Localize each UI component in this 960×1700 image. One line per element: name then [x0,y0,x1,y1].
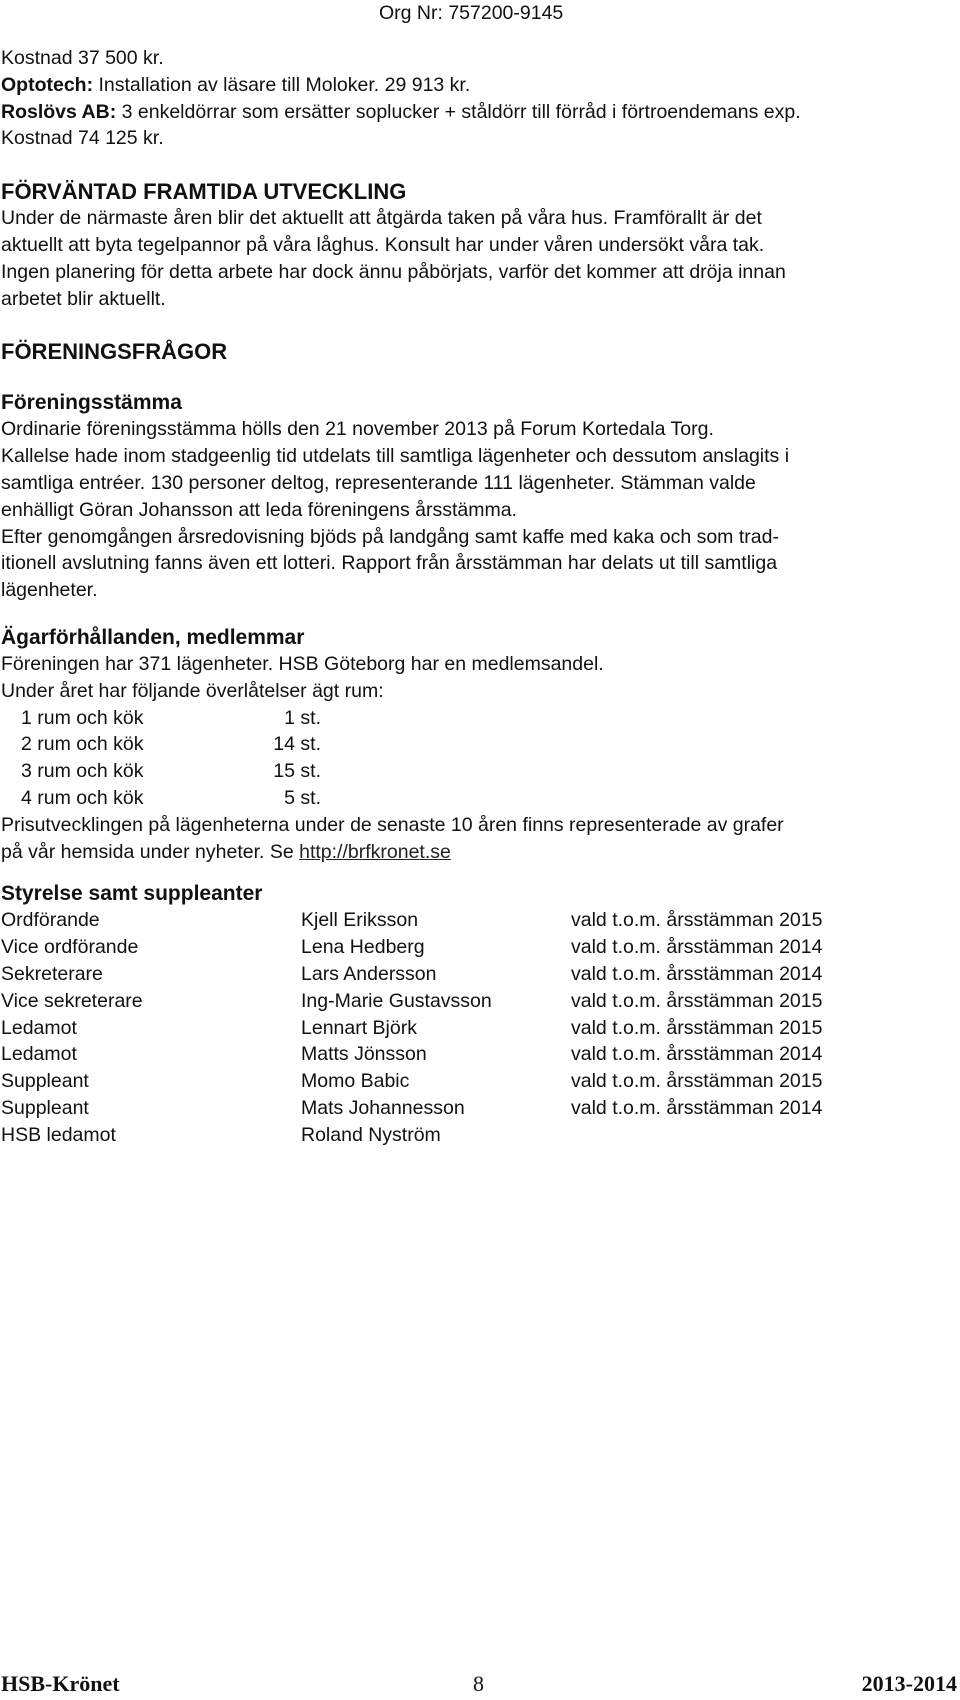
board-role: Suppleant [1,1096,89,1119]
page-footer [0,1667,960,1699]
board-role: Sekreterare [1,962,103,985]
board-role: Ledamot [1,1016,77,1039]
price-line-link [1,839,951,866]
meeting-line: itionell avslutning fanns även ett lotteri. Rapport från årsstämman har delats ut till samtliga [1,552,778,575]
cost-line-2: Kostnad 74 125 kr. [1,127,164,150]
ownership-heading: Ägarförhållanden, medlemmar [1,625,305,649]
optotech-line [1,72,951,99]
board-heading: Styrelse samt suppleanter [1,882,263,906]
transfer-count: 1 st. [284,706,321,729]
roslovs-line [1,99,951,126]
meeting-line: lägenheter. [1,579,98,602]
org-number: Org Nr: 757200-9145 [379,2,564,24]
board-term: vald t.o.m. årsstämman 2015 [571,909,823,932]
page-number: 8 [473,1671,484,1696]
board-term: vald t.o.m. årsstämman 2014 [571,1043,823,1066]
board-term: vald t.o.m. årsstämman 2014 [571,1096,823,1119]
board-name: Mats Johannesson [301,1096,465,1119]
transfer-type: 2 rum och kök [21,733,144,756]
board-table [1,907,951,1148]
roslovs-text: 3 enkeldörrar som ersätter soplucker + ståldörr till förråd i förtroendemans exp. [116,100,801,123]
roslovs-label: Roslövs AB: [1,100,117,123]
meeting-line: Ordinarie föreningsstämma hölls den 21 november 2013 på Forum Kortedala Torg. [1,418,714,441]
transfers-table [1,705,951,812]
board-name: Momo Babic [301,1070,410,1093]
board-name: Lena Hedberg [301,936,425,959]
meeting-line: Kallelse hade inom stadgeenlig tid utdelats till samtliga lägenheter och dessutom anslagits i [1,445,790,468]
board-role: Vice ordförande [1,936,139,959]
board-role: Ledamot [1,1043,77,1066]
optotech-text: Installation av läsare till Moloker. 29 913 kr. [93,73,471,96]
cost-line: Kostnad 37 500 kr. [1,47,164,69]
future-heading: FÖRVÄNTAD FRAMTIDA UTVECKLING [1,179,407,205]
meeting-line: samtliga entréer. 130 personer deltog, representerande 111 lägenheter. Stämman valde [1,471,756,494]
board-role: Ordförande [1,909,100,932]
future-line: Ingen planering för detta arbete har dock ännu påbörjats, varför det kommer att dröja innan [1,260,786,283]
meeting-heading: Föreningsstämma [1,391,182,415]
board-name: Matts Jönsson [301,1043,427,1066]
transfer-type: 4 rum och kök [21,786,144,809]
board-term [571,1122,921,1149]
board-term: vald t.o.m. årsstämman 2014 [571,936,823,959]
transfer-count: 14 st. [273,733,321,756]
transfer-count: 5 st. [284,786,321,809]
future-line: arbetet blir aktuellt. [1,287,166,310]
future-line: Under de närmaste åren blir det aktuellt att åtgärda taken på våra hus. Framförallt är det [1,207,762,230]
board-role: Vice sekreterare [1,989,143,1012]
document-body [1,45,951,1149]
footer-year: 2013-2014 [861,1671,957,1696]
transfer-count: 15 st. [273,760,321,783]
board-term: vald t.o.m. årsstämman 2015 [571,1070,823,1093]
footer-title: HSB-Krönet [1,1671,120,1696]
meeting-line: Efter genomgången årsredovisning bjöds på landgång samt kaffe med kaka och som trad- [1,525,779,548]
association-heading: FÖRENINGSFRÅGOR [1,339,228,365]
meeting-line: enhälligt Göran Johansson att leda föreningens årsstämma. [1,498,517,521]
board-role: HSB ledamot [1,1123,116,1146]
board-name: Ing-Marie Gustavsson [301,989,492,1012]
website-link[interactable]: http://brfkronet.se [299,840,451,863]
ownership-line: Föreningen har 371 lägenheter. HSB Göteborg har en medlemsandel. [1,652,604,675]
board-name: Kjell Eriksson [301,909,419,932]
board-role: Suppleant [1,1070,89,1093]
board-term: vald t.o.m. årsstämman 2014 [571,962,823,985]
future-line: aktuellt att byta tegelpannor på våra låghus. Konsult har under våren undersökt våra tak. [1,233,765,256]
board-name: Lennart Björk [301,1016,417,1039]
board-term: vald t.o.m. årsstämman 2015 [571,1016,823,1039]
transfer-type: 1 rum och kök [21,706,144,729]
price-line: Prisutvecklingen på lägenheterna under de senaste 10 åren finns representerade av grafer [1,813,784,836]
price-line-prefix: på vår hemsida under nyheter. Se [1,840,300,863]
optotech-label: Optotech: [1,73,94,96]
transfer-type: 3 rum och kök [21,760,144,783]
board-name: Lars Andersson [301,962,437,985]
ownership-line: Under året har följande överlåtelser ägt rum: [1,679,384,702]
board-term: vald t.o.m. årsstämman 2015 [571,989,823,1012]
board-name: Roland Nyström [301,1123,441,1146]
